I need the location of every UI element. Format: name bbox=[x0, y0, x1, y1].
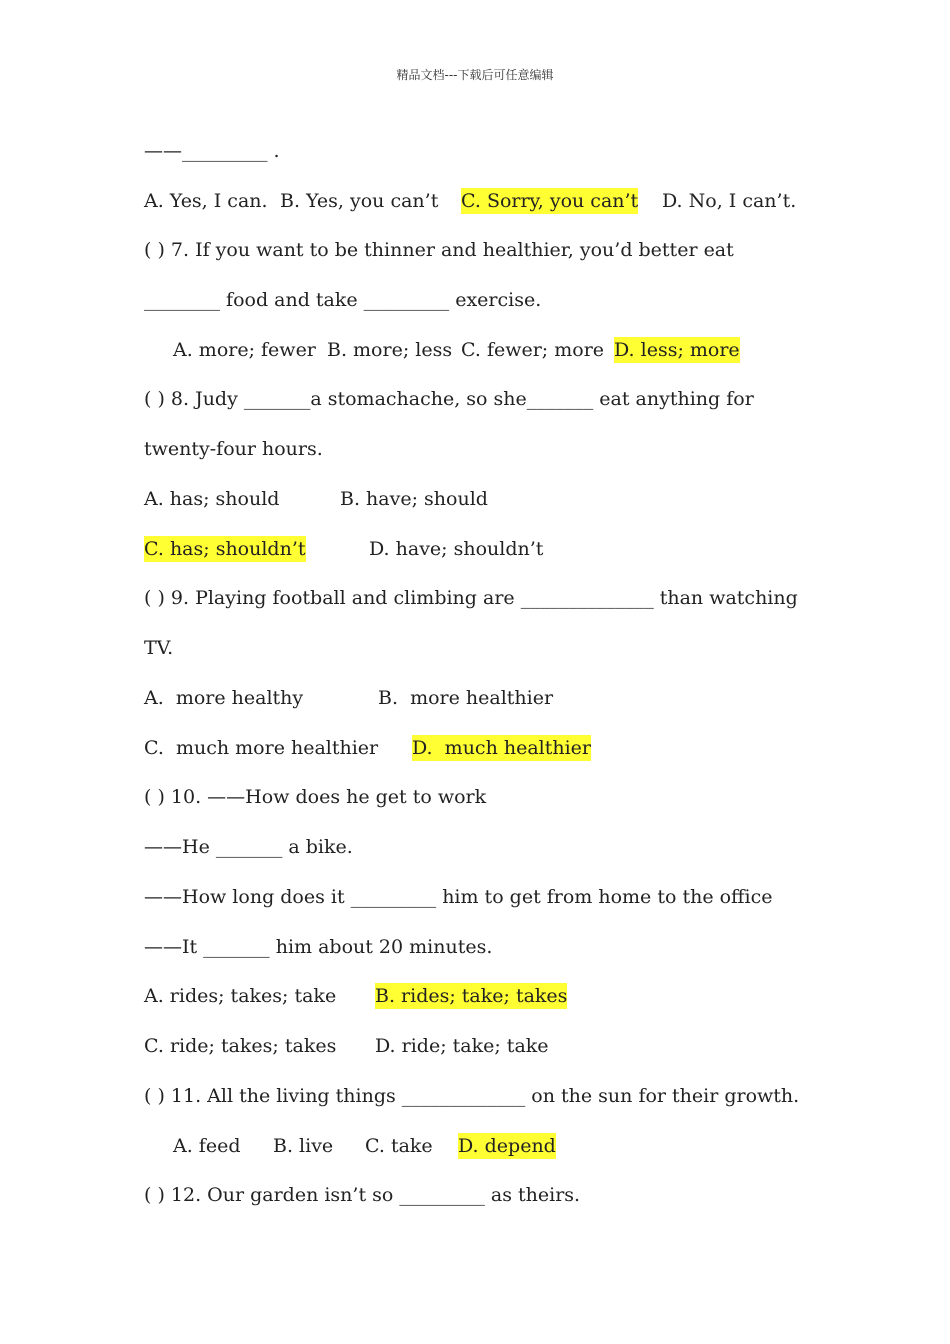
text-line: twenty-four hours. bbox=[144, 438, 323, 460]
question-8: ( ) 8. Judy _______a stomachache, so she_______ eat anything for bbox=[144, 388, 754, 410]
question-7: ( ) 7. If you want to be thinner and healthier, you’d better eat bbox=[144, 239, 734, 261]
option-d-answer: D. depend bbox=[458, 1135, 556, 1157]
option-d: D. ride; take; take bbox=[375, 1035, 549, 1057]
option-b: B. Yes, you can’t bbox=[280, 190, 439, 212]
option-c: C. fewer; more bbox=[461, 339, 605, 361]
option-a: A. Yes, I can. bbox=[144, 190, 268, 212]
option-a: A. feed bbox=[173, 1135, 241, 1157]
text-line: ——He _______ a bike. bbox=[144, 836, 353, 858]
option-c-answer: C. has; shouldn’t bbox=[144, 538, 306, 560]
text-line: ________ food and take _________ exercise. bbox=[144, 289, 542, 311]
option-b: B. more healthier bbox=[378, 687, 554, 709]
option-b-answer: B. rides; take; takes bbox=[375, 985, 568, 1007]
question-10: ( ) 10. ——How does he get to work bbox=[144, 786, 487, 808]
question-12: ( ) 12. Our garden isn’t so _________ as theirs. bbox=[144, 1184, 581, 1206]
option-c: C. much more healthier bbox=[144, 737, 379, 759]
option-b: B. live bbox=[273, 1135, 334, 1157]
option-a: A. more healthy bbox=[144, 687, 304, 709]
option-c: C. ride; takes; takes bbox=[144, 1035, 337, 1057]
option-c-answer: C. Sorry, you can’t bbox=[461, 190, 639, 212]
option-d-answer: D. less; more bbox=[614, 339, 740, 361]
question-11: ( ) 11. All the living things _____________ on the sun for their growth. bbox=[144, 1085, 800, 1107]
option-a: A. more; fewer bbox=[173, 339, 316, 361]
text-line: ——How long does it _________ him to get from home to the office bbox=[144, 886, 773, 908]
option-d: D. No, I can’t. bbox=[662, 190, 797, 212]
page-header: 精品文档---下载后可任意编辑 bbox=[396, 68, 554, 82]
text-line: ——It _______ him about 20 minutes. bbox=[144, 936, 493, 958]
text-line: ——_________ . bbox=[144, 140, 280, 162]
option-b: B. have; should bbox=[340, 488, 488, 510]
option-d: D. have; shouldn’t bbox=[369, 538, 544, 560]
option-c: C. take bbox=[365, 1135, 433, 1157]
option-d-answer: D. much healthier bbox=[412, 737, 592, 759]
question-9: ( ) 9. Playing football and climbing are ______________ than watching bbox=[144, 587, 798, 609]
option-a: A. has; should bbox=[144, 488, 280, 510]
option-b: B. more; less bbox=[327, 339, 453, 361]
option-a: A. rides; takes; take bbox=[144, 985, 337, 1007]
text-line: TV. bbox=[144, 637, 174, 659]
